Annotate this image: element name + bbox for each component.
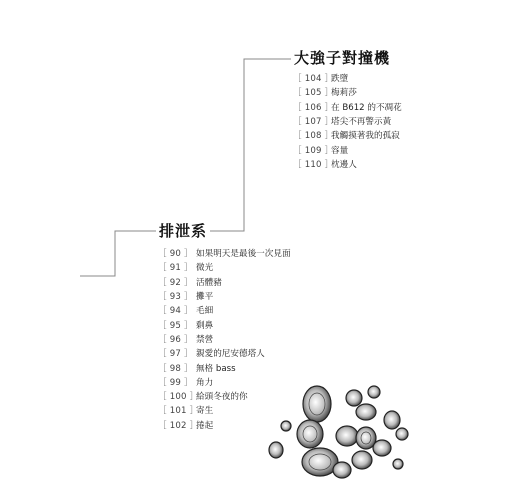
page-number: ［ 109 ］ [293,145,334,156]
page-number: ［ 107 ］ [293,117,334,128]
section-title-collider: 大強子對撞機 [291,48,393,68]
section-title-excretion: 排泄系 [156,221,210,241]
cell-shape [269,442,283,458]
item-title: 跌墮 [331,74,349,85]
cell-shape [384,411,400,429]
item-title: 捲起 [196,420,214,431]
list-item[interactable] [293,101,402,115]
page-number: ［ 100 ］ [158,392,199,403]
list-item[interactable] [158,276,291,290]
item-title: 在 B612 的不凋花 [331,102,402,113]
item-title: 塔尖不再警示黃 [331,117,392,128]
cell-shape [297,420,323,448]
list-item[interactable] [158,304,291,318]
item-title: 梅莉莎 [331,88,357,99]
page-number: ［ 106 ］ [293,102,334,113]
list-item[interactable] [293,115,402,129]
cell-shape [368,386,380,398]
item-title: 剩鼻 [196,320,214,331]
page-number: ［ 101 ］ [158,406,199,417]
cell-cluster-illustration [262,376,422,486]
item-title: 我觸摸著我的孤寂 [331,131,400,142]
list-item[interactable] [158,261,291,275]
list-item[interactable] [158,347,291,361]
list-item[interactable] [293,72,402,86]
list-item[interactable] [293,143,402,157]
item-title: 攤平 [196,292,214,303]
item-title: 親愛的尼安德塔人 [196,349,265,360]
item-title: 寄生 [196,406,214,417]
cell-shape [352,451,372,469]
page-number: ［ 98 ］ [158,363,193,374]
page-number: ［ 93 ］ [158,292,193,303]
item-title: 微光 [196,263,214,274]
item-title: 活體豬 [196,277,222,288]
page-number: ［ 108 ］ [293,131,334,142]
page-number: ［ 97 ］ [158,349,193,360]
cell-shape [303,386,331,422]
item-title: 無格 bass [196,363,236,374]
item-title: 毛細 [196,306,214,317]
item-title: 容量 [331,145,349,156]
cell-shape [393,459,403,469]
list-item[interactable] [158,361,291,375]
cell-shape [356,404,376,420]
cell-shape [333,462,351,478]
page-number: ［ 99 ］ [158,377,193,388]
page-number: ［ 92 ］ [158,277,193,288]
cell-shape [346,390,362,406]
page-number: ［ 96 ］ [158,334,193,345]
list-item[interactable] [158,247,291,261]
page-number: ［ 102 ］ [158,420,199,431]
page-number: ［ 104 ］ [293,74,334,85]
item-title: 禁營 [196,334,214,345]
cell-shape [373,440,391,456]
page-number: ［ 94 ］ [158,306,193,317]
list-item[interactable] [158,333,291,347]
item-title: 角力 [196,377,214,388]
page-number: ［ 105 ］ [293,88,334,99]
list-item[interactable] [293,86,402,100]
cell-shape [281,421,291,431]
list-item[interactable] [293,158,402,172]
list-item[interactable] [158,290,291,304]
page-number: ［ 110 ］ [293,159,334,170]
list-item[interactable] [293,129,402,143]
page-number: ［ 95 ］ [158,320,193,331]
page-number: ［ 90 ］ [158,249,193,260]
item-title: 給頭冬夜的你 [196,392,248,403]
list-item[interactable] [158,318,291,332]
cell-shape [336,426,358,446]
toc-list-collider [293,72,402,172]
page-number: ［ 91 ］ [158,263,193,274]
item-title: 如果明天是最後一次見面 [196,249,291,260]
item-title: 枕邊人 [331,159,357,170]
cell-shape [396,428,408,440]
